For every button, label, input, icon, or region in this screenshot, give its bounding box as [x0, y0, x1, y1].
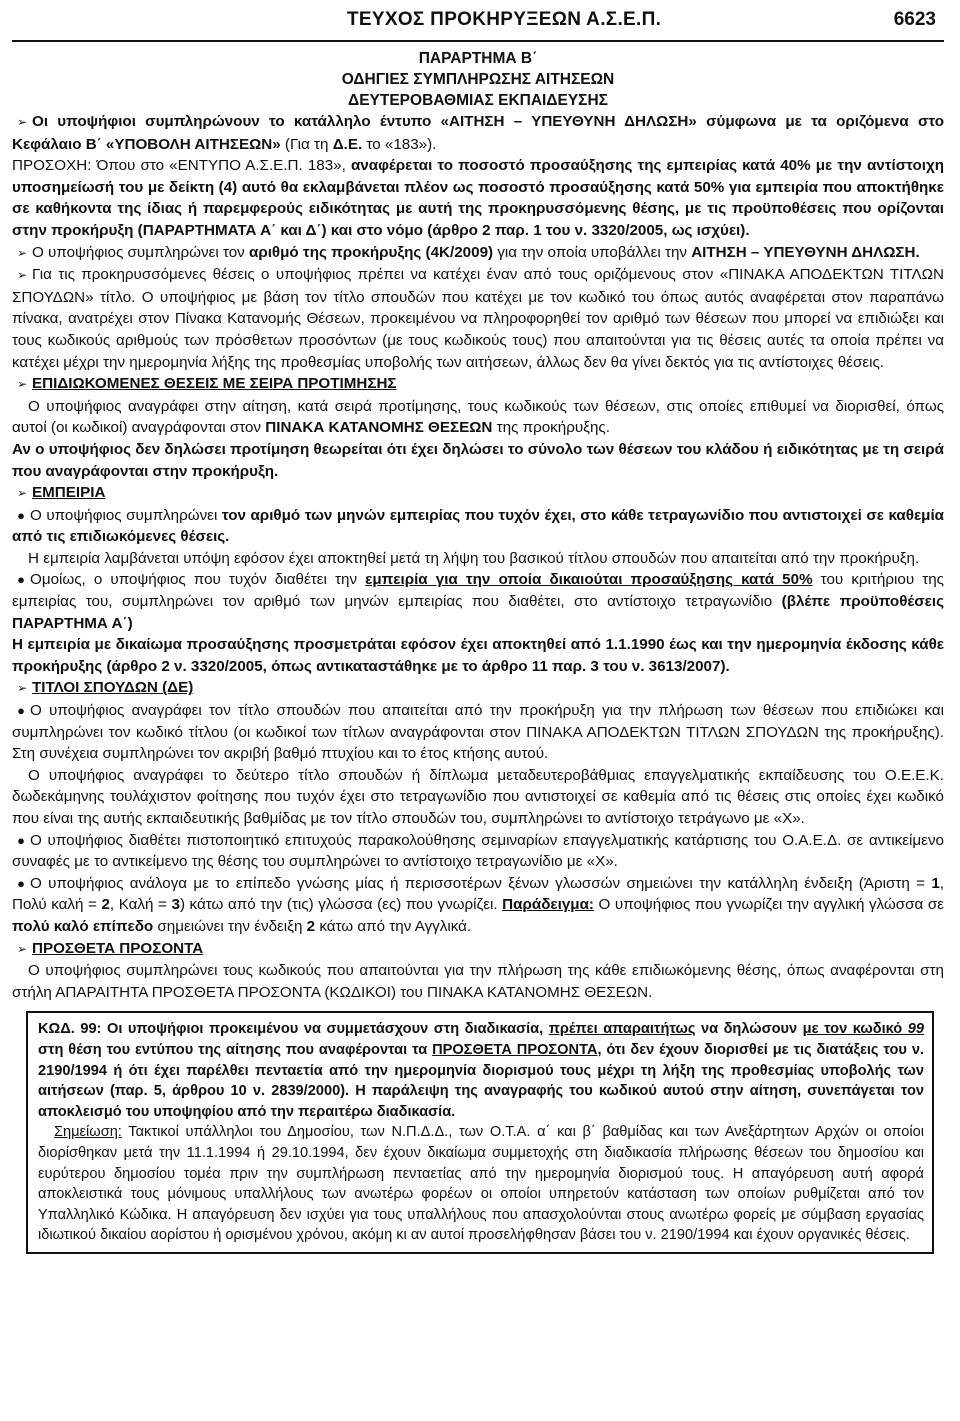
paragraph-additional: Ο υποψήφιος συμπληρώνει τους κωδικούς που απαιτούνται για την πλήρωση της κάθε επιδιωκόμενης θέσης, όπως αναφέρονται στη στήλη ΑΠΑΡΑΙΤΗΤΑ ΠΡΟΣΘΕΤΑ ΠΡΟΣΟΝΤΑ (ΚΩΔΙΚΟΙ) του ΠΙΝΑΚΑ ΚΑΤΑΝΟΜΗΣ ΘΕΣΕΩΝ. — [12, 962, 944, 1001]
arrow-bullet-icon: ➢ — [16, 268, 28, 283]
paragraph-titles: ➢ Για τις προκηρυσσόμενες θέσεις ο υποψήφιος πρέπει να κατέχει έναν από τους οριζόμενους στον «ΠΙΝΑΚΑ ΑΠΟΔΕΚΤΩΝ ΤΙΤΛΩΝ ΣΠΟΥΔΩΝ» τίτλο. Ο υποψήφιος με βάση τον τίτλο σπουδών που κατέχει με τον κωδικό του όπως αυτός αναφέρεται στον παραπάνω πίνακα, ανατρέχει στον Πίνακα Κατανομής Θέσεων, προκειμένου να πληροφορηθεί τον αριθμό των θέσεων που μπορεί να επιδιώξει και τους κωδικούς αριθμούς των πρόσθετων προσόντων (με τους κωδικούς τους) που απαιτούνται για τις θέσεις αυτές τα οποία πρέπει να κατέχει μέχρι την ημερομηνία λήξης της προθεσμίας υποβολής των αιτήσεων, άλλως δεν θα γίνει δεκτός για τις αντίστοιχες θέσεις. — [12, 266, 944, 371]
section-title-experience: ➢ ΕΜΠΕΙΡΙΑ — [12, 482, 944, 505]
annex-subtitle-2: ΔΕΥΤΕΡΟΒΑΘΜΙΑΣ ΕΚΠΑΙΔΕΥΣΗΣ — [348, 92, 608, 109]
bullet-experience-months: ● Ο υποψήφιος συμπληρώνει τον αριθμό των μηνών εμπειρίας που τυχόν έχει, στο κάθε τετραγωνίδιο που αντιστοιχεί σε καθεμία από τις επιδιωκόμενες θέσεις. — [12, 506, 945, 546]
paragraph-attention: ΠΡΟΣΟΧΗ: Όπου στο «ΕΝΤΥΠΟ Α.Σ.Ε.Π. 183», αναφέρεται το ποσοστό προσαύξησης της εμπειρίας κατά 40% με την αντίστοιχη υποσημείωσή του με δείκτη (4) αυτό θα εκλαμβάνεται πλέον ως ποσοστό προσαύξησης κατά 50% για εμπειρία που αποκτήθηκε σε καθήκοντα της ίδιας ή παρεμφερούς ειδικότητας με αυτή της προκηρυσσόμενης θέσης, με τις προϋποθέσεις που ορίζονται στην προκήρυξη (ΠΑΡΑΡΤΗΜΑΤΑ Α΄ και Δ΄) και στο νόμο (άρθρο 2 παρ. 1 του ν. 3320/2005, ως ισχύει). — [12, 157, 945, 239]
round-bullet-icon: ● — [17, 875, 25, 891]
section-title-degrees: ➢ ΤΙΤΛΟΙ ΣΠΟΥΔΩΝ (ΔΕ) — [12, 677, 944, 700]
arrow-bullet-icon: ➢ — [16, 941, 28, 956]
arrow-bullet-icon: ➢ — [16, 681, 28, 696]
paragraph-notice-number: ➢ Ο υποψήφιος συμπληρώνει τον αριθμό της προκήρυξης (4Κ/2009) για την οποία υποβάλλει την ΑΙΤΗΣΗ – ΥΠΕΥΘΥΝΗ ΔΗΛΩΣΗ. — [12, 242, 944, 265]
arrow-bullet-icon: ➢ — [16, 486, 28, 501]
round-bullet-icon: ● — [17, 832, 25, 848]
code-99-note: Σημείωση: Τακτικοί υπάλληλοι του Δημοσίου, των Ν.Π.Δ.Δ., των Ο.Τ.Α. α΄ και β΄ βαθμίδας και των Ανεξάρτητων Αρχών οι οποίοι διορίσθηκαν μετά την 11.1.1994 ή 29.10.1994, δεν έχουν δικαίωμα συμμετοχής στη διαδικασία πλήρωσης θέσεων του δημοσίου και ευρύτερου δημοσίου τομέα πριν την συμπλήρωση πενταετίας από την ημερομηνία διορισμού τους. Η απαγόρευση αυτή αφορά αποκλειστικά τους μόνιμους υπαλλήλους των ανωτέρω φορέων οι οποίοι υπηρετούν κατάσταση των οποίων ρυθμίζεται από τον Υπαλληλικό Κώδικα. Η απαγόρευση δεν ισχύει για τους υπαλλήλους που απασχολούνται στους ανωτέρω φορείς με σύμβαση εργασίας ιδιωτικού δικαίου αορίστου ή ορισμένου χρόνου, ακόμη κι αν αυτοί προσελήφθησαν βάσει του ν. 2190/1994 και έχουν οργανικές θέσεις. — [38, 1124, 924, 1244]
round-bullet-icon: ● — [17, 507, 25, 523]
code-99-notice-box — [26, 1011, 934, 1254]
page-number: 6623 — [893, 9, 936, 30]
paragraph-form-instructions: ➢ Οι υποψήφιοι συμπληρώνουν το κατάλληλο έντυπο «ΑΙΤΗΣΗ – ΥΠΕΥΘΥΝΗ ΔΗΛΩΣΗ» σύμφωνα με τα οριζόμενα στο Κεφάλαιο Β΄ «ΥΠΟΒΟΛΗ ΑΙΤΗΣΕΩΝ» (Για τη Δ.Ε. το «183»). — [12, 113, 944, 153]
bullet-experience-bonus: ● Ομοίως, ο υποψήφιος που τυχόν διαθέτει την εμπειρία για την οποία δικαιούται προσαύξησης κατά 50% του κριτήριου της εμπειρίας του, συμπληρώνει τον αριθμό των μηνών εμπειρίας που διαθέτει, στο αντίστοιχο τετραγωνίδιο (βλέπε προϋποθέσεις ΠΑΡΑΡΤΗΜΑ Α΄) — [12, 571, 944, 632]
arrow-bullet-icon: ➢ — [16, 377, 28, 392]
bullet-seminars: ● Ο υποψήφιος διαθέτει πιστοποιητικό επιτυχούς παρακολούθησης σεμιναρίων επαγγελματικής κατάρτισης του Ο.Α.Ε.Δ. σε αντικείμενο συναφές με το αντικείμενο της θέσης του συμπληρώνει το αντίστοιχο τετραγωνίδιο με «Χ». — [12, 831, 944, 871]
paragraph-positions: Ο υποψήφιος αναγράφει στην αίτηση, κατά σειρά προτίμησης, τους κωδικούς των θέσεων, στις οποίες επιθυμεί να διορισθεί, όπως αυτοί (οι κωδικοί) αναγράφονται στον ΠΙΝΑΚΑ ΚΑΤΑΝΟΜΗΣ ΘΕΣΕΩΝ της προκήρυξης. — [12, 397, 944, 437]
annex-heading — [12, 48, 944, 111]
paragraph-experience-period: Η εμπειρία με δικαίωμα προσαύξησης προσμετράται εφόσον έχει αποκτηθεί από 1.1.1990 έως και την ημερομηνία έκδοσης κάθε προκήρυξης (άρθρο 2 ν. 3320/2005, όπως αντικαταστάθηκε με το άρθρο 11 παρ. 3 του ν. 3613/2007). — [12, 636, 944, 675]
bullet-languages: ● Ο υποψήφιος ανάλογα με το επίπεδο γνώσης μίας ή περισσοτέρων ξένων γλωσσών σημειώνει την κατάλληλη ένδειξη (Άριστη = 1, Πολύ καλή = 2, Καλή = 3) κάτω από την (τις) γλώσσα (ες) που γνωρίζει. Παράδειγμα: Ο υποψήφιος που γνωρίζει την αγγλική γλώσσα σε πολύ καλό επίπεδο σημειώνει την ένδειξη 2 κάτω από την Αγγλικά. — [12, 874, 945, 935]
page-header — [12, 0, 944, 42]
bullet-degree-main: ● Ο υποψήφιος αναγράφει τον τίτλο σπουδών που απαιτείται από την προκήρυξη για την πλήρωση των θέσεων που επιδιώκει και συμπληρώνει τον κωδικό τίτλου (οι κωδικοί των τίτλων αναγράφονται στον ΠΙΝΑΚΑ ΑΠΟΔΕΚΤΩΝ ΤΙΤΛΩΝ ΣΠΟΥΔΩΝ της προκήρυξης). Στη συνέχεια συμπληρώνει τον ακριβή βαθμό πτυχίου και το έτος κτήσης αυτού. — [12, 702, 944, 763]
code-99-text: ΚΩΔ. 99: Οι υποψήφιοι προκειμένου να συμμετάσχουν στη διαδικασία, πρέπει απαραιτήτως να δηλώσουν με τον κωδικό 99 στη θέση του εντύπου της αίτησης που αναφέρονται τα ΠΡΟΣΘΕΤΑ ΠΡΟΣΟΝΤΑ, ότι δεν έχουν διορισθεί με τις διατάξεις του ν. 2190/1994 ή ότι έχει παρέλθει πενταετία από την ημερομηνία διορισμού τους μέχρι τη λήξη της προθεσμίας υποβολής των αιτήσεων (παρ. 5, άρθρου 10 ν. 2839/2000). Η παράλειψη της αναγραφής του κωδικού αυτού στην αίτηση, συνεπάγεται τον αποκλεισμό του υποψηφίου από την περαιτέρω διαδικασία. — [38, 1021, 924, 1120]
paragraph-positions-default: Αν ο υποψήφιος δεν δηλώσει προτίμηση θεωρείται ότι έχει δηλώσει το σύνολο των θέσεων του κλάδου ή ειδικότητας με τη σειρά που αναγράφονται στην προκήρυξη. — [12, 440, 944, 480]
arrow-bullet-icon: ➢ — [16, 245, 28, 260]
section-title-additional: ➢ ΠΡΟΣΘΕΤΑ ΠΡΟΣΟΝΤΑ — [12, 938, 944, 961]
round-bullet-icon: ● — [17, 572, 25, 588]
section-title-positions: ➢ ΕΠΙΔΙΩΚΟΜΕΝΕΣ ΘΕΣΕΙΣ ΜΕ ΣΕΙΡΑ ΠΡΟΤΙΜΗΣΗΣ — [12, 373, 944, 396]
round-bullet-icon: ● — [17, 703, 25, 719]
document-body — [12, 111, 944, 1003]
arrow-bullet-icon: ➢ — [16, 115, 28, 129]
annex-subtitle: ΟΔΗΓΙΕΣ ΣΥΜΠΛΗΡΩΣΗΣ ΑΙΤΗΣΕΩΝ — [341, 71, 615, 88]
paragraph-experience-note: Η εμπειρία λαμβάνεται υπόψη εφόσον έχει αποκτηθεί μετά τη λήψη του βασικού τίτλου σπουδών που απαιτείται από την προκήρυξη. — [28, 549, 920, 567]
paragraph-second-degree: Ο υποψήφιος αναγράφει το δεύτερο τίτλο σπουδών ή δίπλωμα μεταδευτεροβάθμιας επαγγελματικής εκπαίδευσης του Ο.Ε.Ε.Κ. δωδεκάμηνης τουλάχιστον φοίτησης που τυχόν έχει στο τετραγωνίδιο που αντιστοιχεί σε καθεμία από τις θέσεις στις οποίες έχει κωδικό που είναι της αυτής εκπαιδευτικής βαθμίδας με τον τίτλο σπουδών του, συμπληρώνει το αντίστοιχο τετράγωνο με «Χ». — [12, 766, 944, 827]
annex-title: ΠΑΡΑΡΤΗΜΑ Β΄ — [418, 50, 538, 67]
journal-title: ΤΕΥΧΟΣ ΠΡΟΚΗΡΥΞΕΩΝ Α.Σ.Ε.Π. — [347, 9, 662, 30]
